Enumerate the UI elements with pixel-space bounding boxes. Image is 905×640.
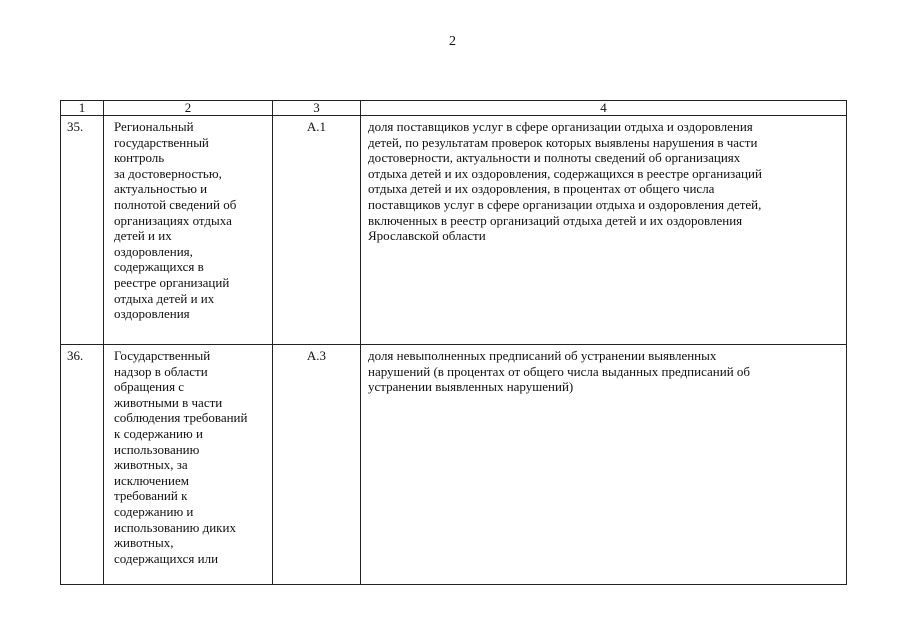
page-number: 2 [449, 34, 456, 49]
indicator-description: доля невыполненных предписаний об устранении выявленных нарушений (в процентах от общего числа выданных предписаний об устранении выявленных нарушений) [361, 345, 847, 585]
control-type-name: Государственный надзор в области обращения с животными в части соблюдения требований к содержанию и использованию животных, за исключением требований к содержанию и использованию диких животных, содержащихся или [104, 345, 273, 585]
table-row [61, 116, 847, 345]
header-cell-3: 3 [273, 101, 361, 116]
row-number: 35. [61, 116, 104, 345]
control-type-name: Региональный государственный контроль за достоверностью, актуальностью и полнотой сведений об организациях отдыха детей и их оздоровления, содержащихся в реестре организаций отдыха детей и их оздоровления [104, 116, 273, 345]
indicator-description: доля поставщиков услуг в сфере организации отдыха и оздоровления детей, по результатам проверок которых выявлены нарушения в части достоверности, актуальности и полноты сведений об организациях отдыха детей и их оздоровления, содержащихся в реестре организаций отдыха детей и их оздоровления, в процентах от общего числа поставщиков услуг в сфере организации отдыха и оздоровления детей, включенных в реестр организаций отдыха детей и их оздоровления Ярославской области [361, 116, 847, 345]
table-header-row [61, 101, 847, 116]
header-cell-4: 4 [361, 101, 847, 116]
header-cell-2: 2 [104, 101, 273, 116]
header-cell-1: 1 [61, 101, 104, 116]
indicators-table [60, 100, 847, 585]
table-row [61, 345, 847, 585]
indicator-code: А.1 [273, 116, 361, 345]
row-number: 36. [61, 345, 104, 585]
indicator-code: А.3 [273, 345, 361, 585]
